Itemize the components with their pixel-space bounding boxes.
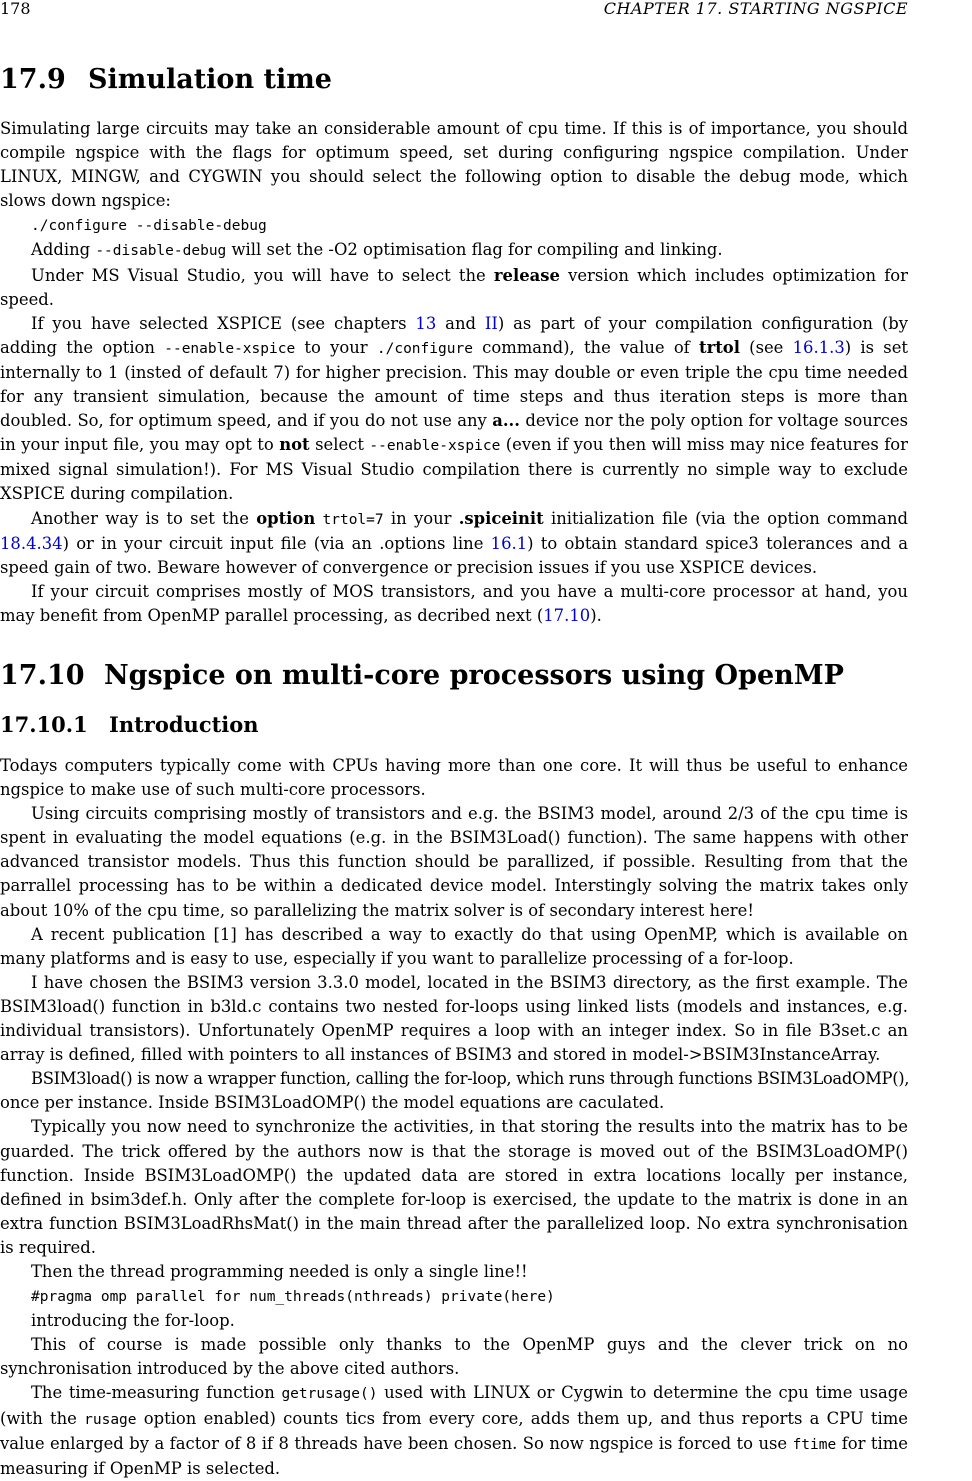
section-heading-17-10 xyxy=(0,660,844,692)
paragraph: A recent publication [1] has described a way to exactly do that using OpenMP, which is available on many platforms and is easy to use, especially if you want to parallelize processing of a for-loop. xyxy=(0,924,908,968)
paragraph: Then the thread programming needed is only a single line!! xyxy=(31,1261,528,1281)
running-chapter-title: CHAPTER 17. STARTING NGSPICE xyxy=(603,0,908,18)
section-link-18-4-34[interactable]: 18.4.34 xyxy=(0,533,63,553)
inline-code: --disable-debug xyxy=(95,243,227,260)
bold-term: release xyxy=(493,265,560,285)
paragraph-line-overflow: BSIM3load() is now a wrapper function, calling the for-loop, which runs through functions BSIM3LoadOMP(), xyxy=(31,1069,910,1089)
code-line xyxy=(0,213,908,238)
code-line xyxy=(0,1284,908,1309)
paragraph: The time-measuring function getrusage() used with LINUX or Cygwin to determine the cpu time usage (with the rusage option enabled) counts tics from every core, adds them up, and thus reports a CPU time value enlarged by a factor of 8 if 8 threads have been chosen. So now ngspice is forced to use ftime for time measuring if OpenMP is selected. xyxy=(0,1383,909,1478)
paragraph: Under MS Visual Studio, you will have to select the release version which includes optimization for speed. xyxy=(0,265,908,309)
inline-code: --enable-xspice xyxy=(164,340,296,357)
section-title: Ngspice on multi-core processors using OpenMP xyxy=(104,660,844,691)
paragraph-line: once per instance. Inside BSIM3LoadOMP() the model equations are caculated. xyxy=(0,1093,665,1113)
paragraph: Another way is to set the option trtol=7 in your .spiceinit initialization file (via the option command 18.4.34) or in your circuit input file (via an .options line 16.1) to obtain standard spice3 tolerances and a speed gain of two. Beware however of convergence or precision issues if you use XSPICE devices. xyxy=(0,508,908,577)
chapter-link-13[interactable]: 13 xyxy=(415,313,437,333)
section-heading-17-9 xyxy=(0,64,332,96)
page-header xyxy=(0,0,908,20)
paragraph: This of course is made possible only thanks to the OpenMP guys and the clever trick on no synchronisation introduced by the above cited authors. xyxy=(0,1335,908,1379)
chapter-link-II[interactable]: II xyxy=(484,313,498,333)
section-body-17-10 xyxy=(0,754,908,1481)
bold-term: a... xyxy=(492,411,520,431)
bold-term: not xyxy=(279,435,310,455)
paragraph: Adding --disable-debug will set the -O2 optimisation flag for compiling and linking. xyxy=(31,240,723,260)
code-pragma: #pragma omp parallel for num_threads(nthreads) private(here) xyxy=(31,1289,555,1306)
section-body-17-9 xyxy=(0,117,908,628)
bold-term: .spiceinit xyxy=(458,508,544,528)
section-link-17-10[interactable]: 17.10 xyxy=(543,605,591,625)
inline-code: rusage xyxy=(84,1411,137,1428)
page-number: 178 xyxy=(0,0,31,18)
paragraph: If your circuit comprises mostly of MOS transistors, and you have a multi-core processor at hand, you may benefit from OpenMP parallel processing, as decribed next (17.10). xyxy=(0,581,908,625)
bold-term: trtol xyxy=(699,337,740,357)
code-configure: ./configure --disable-debug xyxy=(31,218,267,235)
inline-code: ./configure xyxy=(376,340,473,357)
section-number: 17.9 xyxy=(0,64,66,95)
section-title: Simulation time xyxy=(88,64,332,95)
paragraph: Simulating large circuits may take an considerable amount of cpu time. If this is of importance, you should compile ngspice with the flags for optimum speed, set during configuring ngspice compilation. Under LINUX, MINGW, and CYGWIN you should select the following option to disable the debug mode, which slows down ngspice: xyxy=(0,119,908,211)
subsection-number: 17.10.1 xyxy=(0,712,88,737)
inline-code: getrusage() xyxy=(281,1386,378,1403)
section-link-16-1-3[interactable]: 16.1.3 xyxy=(792,337,845,357)
inline-code: --enable-xspice xyxy=(369,438,501,455)
subsection-heading-17-10-1 xyxy=(0,712,259,738)
bold-term: option xyxy=(256,508,316,528)
paragraph: If you have selected XSPICE (see chapters 13 and II) as part of your compilation configuration (by adding the option --enable-xspice to your ./configure command), the value of trtol (see 16.1.3) is set internally to 1 (insted of default 7) for higher precision. This may double or even triple the cpu time needed for any transient simulation, because the amount of time steps and thus iteration steps is more than doubled. So, for optimum speed, and if you do not use any a... device nor the poly option for voltage sources in your input file, you may opt to not select --enable-xspice (even if you then will miss may nice features for mixed signal simulation!). For MS Visual Studio compilation there is currently no simple way to exclude XSPICE during compilation. xyxy=(0,313,908,504)
inline-code: ftime xyxy=(792,1436,837,1453)
inline-code: trtol=7 xyxy=(322,511,384,528)
paragraph: Typically you now need to synchronize the activities, in that storing the results into the matrix has to be guarded. The trick offered by the authors now is that the storage is moved out of the BSIM3LoadOMP() function. Inside BSIM3LoadOMP() the updated data are stored in extra locations locally per instance, defined in bsim3def.h. Only after the complete for-loop is exercised, the update to the matrix is done in an extra function BSIM3LoadRhsMat() in the main thread after the parallelized loop. No extra synchronisation is required. xyxy=(0,1117,908,1257)
paragraph: I have chosen the BSIM3 version 3.3.0 model, located in the BSIM3 directory, as the first example. The BSIM3load() function in b3ld.c contains two nested for-loops using linked lists (models and instances, e.g. individual transistors). Unfortunately OpenMP requires a loop with an integer index. So in file B3set.c an array is defined, filled with pointers to all instances of BSIM3 and stored in model->BSIM3InstanceArray. xyxy=(0,972,908,1065)
paragraph: introducing the for-loop. xyxy=(31,1311,235,1331)
paragraph: Todays computers typically come with CPUs having more than one core. It will thus be useful to enhance ngspice to make use of such multi-core processors. xyxy=(0,756,908,800)
paragraph: Using circuits comprising mostly of transistors and e.g. the BSIM3 model, around 2/3 of the cpu time is spent in evaluating the model equations (e.g. in the BSIM3Load() function). The same happens with other advanced transistor models. Thus this function should be parallized, if possible. Resulting from that the parrallel processing has to be within a dedicated device model. Interstingly solving the matrix takes only about 10% of the cpu time, so parallelizing the matrix solver is of secondary interest here! xyxy=(0,804,908,920)
subsection-title: Introduction xyxy=(109,712,259,737)
section-number: 17.10 xyxy=(0,660,85,691)
section-link-16-1[interactable]: 16.1 xyxy=(490,533,528,553)
